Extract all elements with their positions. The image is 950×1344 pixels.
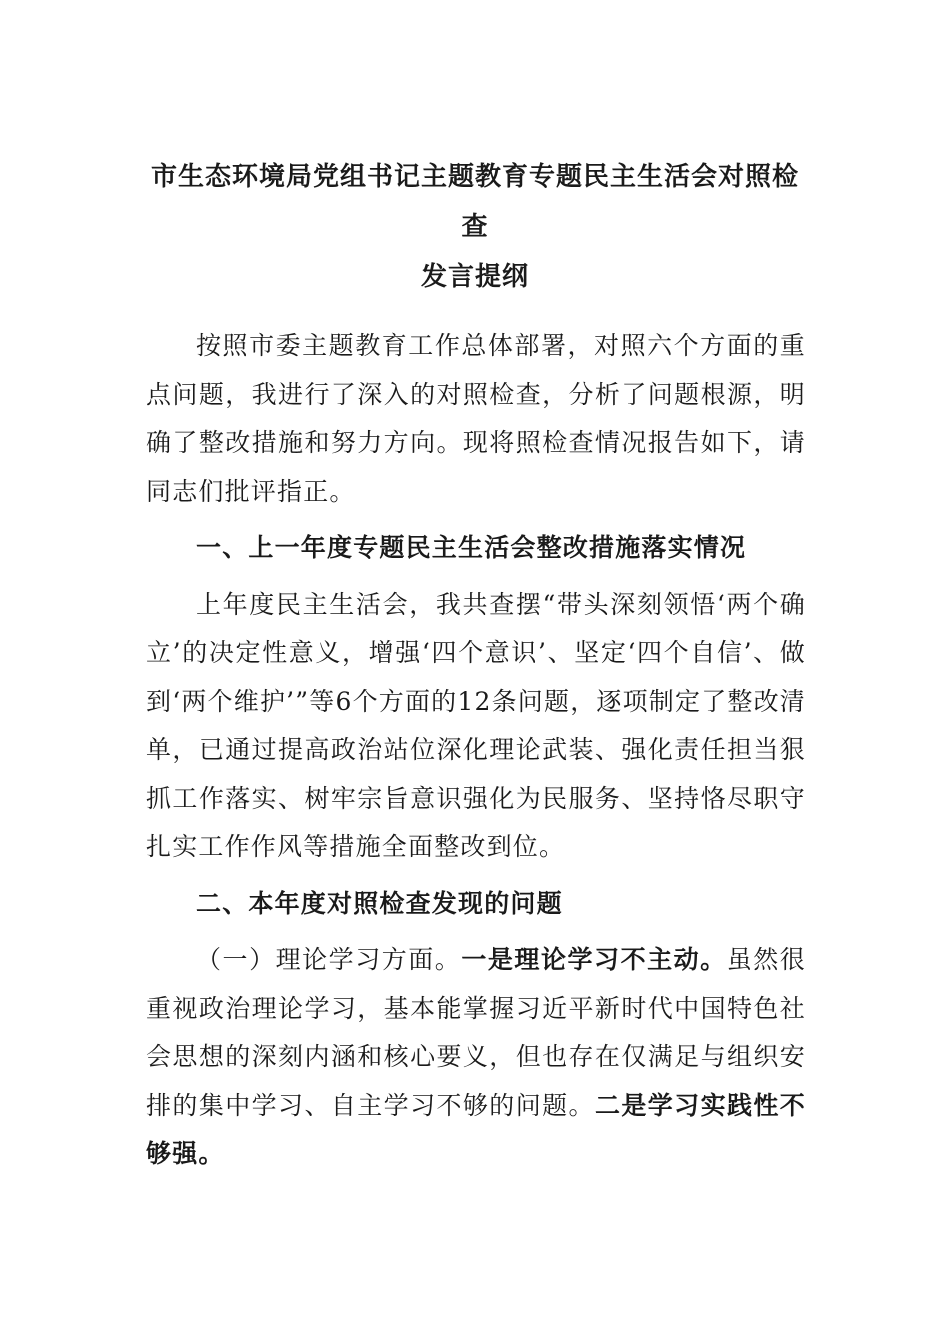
section-1-heading: 一、上一年度专题民主生活会整改措施落实情况 xyxy=(196,533,747,562)
point-1-text: 虽然很重视政治理论学习，基本能掌握习近平新时代中国特色社会思想的深刻内涵和核心要义，但也存在仅满足与组织安排的集中学习、自主学习不够的问题。 xyxy=(146,945,806,1120)
title-line-2: 发言提纲 xyxy=(420,262,529,292)
document-title xyxy=(140,152,810,302)
point-1-heading: 一是理论学习不主动。 xyxy=(461,945,727,974)
section-2-paragraph-1 xyxy=(146,936,806,1179)
subsection-1-lead: （一）理论学习方面。 xyxy=(196,945,462,974)
section-2-heading: 二、本年度对照检查发现的问题 xyxy=(196,888,563,918)
intro-paragraph: 按照市委主题教育工作总体部署，对照六个方面的重点问题，我进行了深入的对照检查，分析了问题根源，明确了整改措施和努力方向。现将照检查情况报告如下，请同志们批评指正。 xyxy=(146,331,806,506)
document-body xyxy=(146,322,806,1179)
section-1-paragraph: 上年度民主生活会，我共查摆“带头深刻领悟‘两个确立’的决定性意义，增强‘四个意识’、坚定‘四个自信’、做到‘两个维护’”等6个方面的12条问题，逐项制定了整改清单，已通过提高政治站位深化理论武装、强化责任担当狠抓工作落实、树牢宗旨意识强化为民服务、坚持恪尽职守扎实工作作风等措施全面整改到位。 xyxy=(146,589,806,861)
title-line-1: 市生态环境局党组书记主题教育专题民主生活会对照检查 xyxy=(150,162,799,242)
point-2-heading: 二是学习实践性不够强。 xyxy=(146,1090,806,1168)
